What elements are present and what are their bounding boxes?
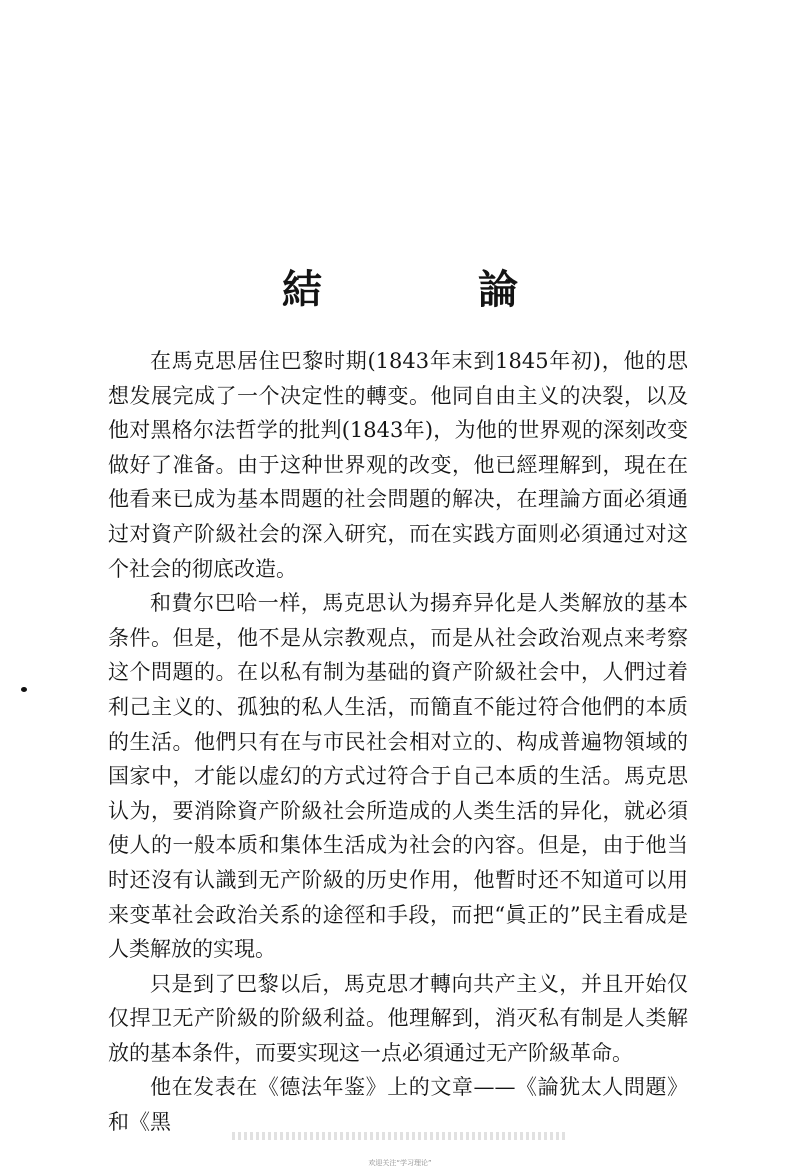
- paragraph: 他在发表在《德法年鉴》上的文章——《論犹太人問題》和《黑: [108, 1075, 688, 1135]
- body-text: [108, 344, 688, 1140]
- margin-mark: [21, 687, 27, 692]
- scan-artifact-strip: [232, 1132, 568, 1140]
- paragraph: 只是到了巴黎以后，馬克思才轉向共产主义，并且开始仅仅捍卫无产阶級的阶級利益。他理解到，消灭私有制是人类解放的基本条件，而要实现这一点必須通过无产阶級革命。: [108, 971, 688, 1065]
- footer-watermark-note: 欢迎关注“学习理论”: [368, 1159, 432, 1167]
- paragraph: 和費尔巴哈一样，馬克思认为揚弃异化是人类解放的基本条件。但是，他不是从宗教观点，而是从社会政治观点来考察这个問題的。在以私有制为基础的資产阶級社会中，人們过着利己主义的、孤独的私人生活，而簡直不能过符合他們的本质的生活。他們只有在与市民社会相对立的、构成普遍物領域的国家中，才能以虚幻的方式过符合于自己本质的生活。馬克思认为，要消除資产阶級社会所造成的人类生活的异化，就必須使人的一般本质和集体生活成为社会的內容。但是，由于他当时还沒有认識到无产阶級的历史作用，他暫时还不知道可以用来变革社会政治关系的途徑和手段，而把“眞正的”民主看成是人类解放的实現。: [108, 591, 688, 962]
- chapter-title: 結 論: [282, 266, 576, 313]
- paragraph: 在馬克思居住巴黎时期(1843年末到1845年初)，他的思想发展完成了一个决定性的轉变。他同自由主义的决裂，以及他对黑格尔法哲学的批判(1843年)，为他的世界观的深刻改变做好了准备。由于这种世界观的改变，他已經理解到，現在在他看来已成为基本問題的社会問題的解决，在理論方面必須通过对資产阶級社会的深入研究，而在实践方面则必須通过对这个社会的彻底改造。: [108, 349, 688, 581]
